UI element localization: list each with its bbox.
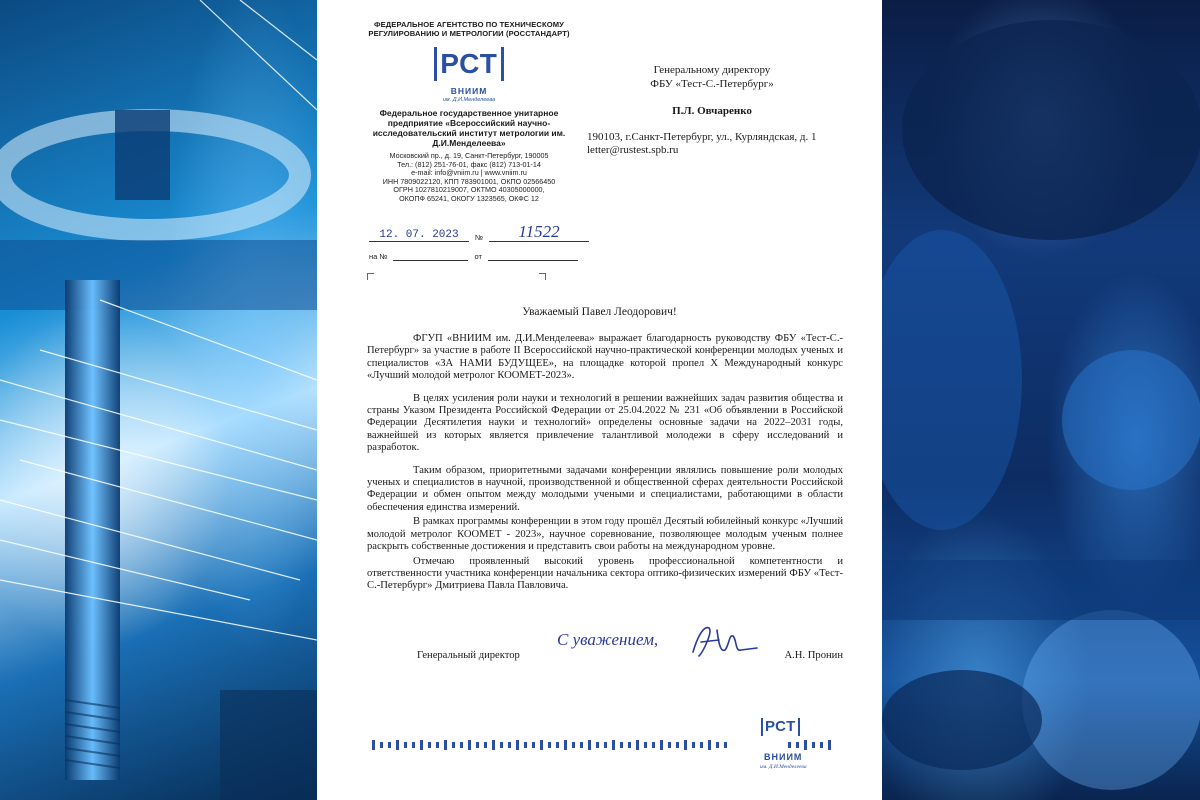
signature-row: [367, 650, 843, 680]
letterhead: [357, 20, 581, 203]
left-photo-panel: [0, 0, 317, 800]
address-corner-right: [539, 273, 546, 280]
rst-logo: РСТ: [357, 46, 581, 82]
addressee-address: 190103, г.Санкт-Петербург, ул., Курляндская, д. 1: [587, 130, 817, 143]
handwritten-regards: С уважением,: [557, 630, 659, 649]
right-photo-panel: [882, 0, 1200, 800]
paragraph: В рамках программы конференции в этом году прошёл Десятый юбилейный конкурс «Лучший молодой метролог КООМЕТ - 2023», научное соревнование, позволяющее молодым ученым полнее раскрыть собственные достижения и представить свои работы на международном уровне.: [367, 516, 843, 553]
industrial-machine-illustration: [0, 0, 317, 800]
addressee-name: П.Л. Овчаренко: [672, 105, 752, 117]
organization-details: Московский пр., д. 19, Санкт-Петербург, 190005 Тел.: (812) 251-76-01, факс (812) 713-01-14 e-mail: info@vniim.ru | www.vniim.ru ИНН 7809022120, КПП 783901001, ОКПО 02566450 ОГРН 1027810219007, ОКТМО 40305000000, ОКОПФ 65241, ОКОГУ 1323565, ОКФС 12: [382, 151, 556, 203]
number-label: №: [475, 233, 484, 242]
letter-sheet: [317, 0, 882, 800]
letter-body: [367, 333, 843, 595]
paragraph: Отмечаю проявленный высокий уровень профессиональной компетентности и ответственности участника конференции начальника сектора оптико-физических измерений ФБУ «Тест-С.-Петербург» Дмитриева Павла Павловича.: [367, 555, 843, 592]
organization-name: Федеральное государственное унитарное предприятие «Всероссийский научно-исследовательский институт метрологии им. Д.И.Менделеева»: [372, 108, 566, 148]
industrial-worker-illustration: [882, 0, 1200, 800]
vniim-logo-subtitle: им. Д.И.Менделеева: [442, 97, 496, 103]
agency-name: ФЕДЕРАЛЬНОЕ АГЕНТСТВО ПО ТЕХНИЧЕСКОМУ РЕГУЛИРОВАНИЮ И МЕТРОЛОГИИ (РОССТАНДАРТ): [368, 20, 570, 38]
signer-position: Генеральный директор: [417, 650, 520, 661]
address-corner-left: [367, 273, 374, 280]
paragraph: Таким образом, приоритетными задачами конференции являлись повышение роли молодых ученых и специалистов в научной, производственной и общественной сферах деятельности Российской Федерации и обмен опытом между молодыми учеными и специалистами, работающими в области обеспечения единства измерений.: [367, 464, 843, 513]
addressee-block: Генеральному директору ФБУ «Тест-С.-Петербург» П.Л. Овчаренко 190103, г.Санкт-Петербург, ул., Курляндская, д. 1 letter@rustest.spb.ru: [587, 64, 837, 158]
registration-line: [369, 222, 589, 242]
paragraph: ФГУП «ВНИИМ им. Д.И.Менделеева» выражает благодарность руководству ФБУ «Тест-С.-Петербург» за участие в работе II Всероссийской научно-практической конференции молодых ученых и специалистов «ЗА НАМИ БУДУЩЕЕ», на площадке которой пропел X Международный конкурс «Лучший молодой метролог КООМЕТ-2023».: [367, 333, 843, 382]
letter-date: 12. 07. 2023: [369, 229, 469, 242]
letter-number: 11522: [518, 222, 560, 241]
reference-date-label: от: [474, 252, 482, 261]
greeting: Уважаемый Павел Леодорович!: [522, 306, 677, 318]
reference-number-label: на №: [369, 252, 388, 261]
footer-dashed-bar: [372, 738, 842, 752]
footer-vniim-name: ВНИИМ: [764, 752, 803, 762]
vniim-logo-name: ВНИИМ: [450, 86, 488, 96]
paragraph: В целях усиления роли науки и технологий в решении важнейших задач развития общества и страны Указом Президента Российской Федерации от 25.04.2022 № 231 «Об объявлении в Российской Федерации Десятилетия науки и технологий» определены основные задачи на 2022–2031 годы, важнейшей из которых является привлечение талантливой молодежи в сферу исследований и разработок.: [367, 392, 843, 454]
signer-name: А.Н. Пронин: [784, 650, 843, 661]
reference-line: [369, 252, 578, 261]
footer-vniim-subtitle: им. Д.И.Менделеева: [760, 764, 807, 770]
addressee-email: letter@rustest.spb.ru: [587, 144, 679, 156]
footer-rst-logo: РСТ: [761, 718, 800, 736]
